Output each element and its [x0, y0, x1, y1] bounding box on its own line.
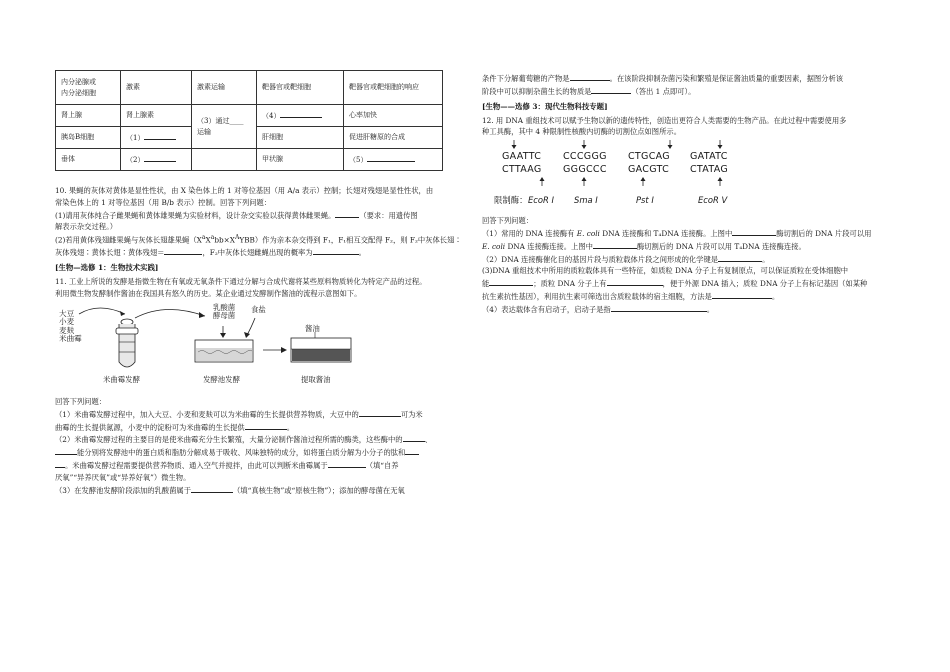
q12-part4 [482, 303, 900, 316]
answer-blank[interactable] [313, 246, 359, 255]
text: （填“自养 [365, 460, 399, 470]
answer-blank[interactable] [144, 131, 176, 140]
answer-blank[interactable] [367, 153, 415, 162]
table-row [56, 105, 443, 127]
species-name: E. coli [482, 241, 506, 251]
answer-blank[interactable] [489, 277, 533, 286]
section-heading: [生物—选修 1：生物技术实践] [55, 263, 159, 273]
text: 。 [358, 248, 366, 258]
input-label: 大豆 [59, 308, 75, 318]
text: 可为米 [400, 409, 423, 419]
answer-blank[interactable] [718, 253, 762, 262]
restriction-site-diagram [494, 140, 742, 212]
q11-part2: 厌氧”“异养厌氧”或“异养好氧”）微生物。 [55, 472, 191, 482]
text: 灰体残翅∶黄体长翅∶黄体残翅＝ [55, 248, 165, 258]
table-cell: 垂体 [56, 149, 121, 171]
microbe-label: 酵母菌 [213, 311, 236, 321]
q12-stem: 12. 用 DNA 重组技术可以赋予生物以新的遗传特性，创造出更符合人类需要的生物产品。在此过程中需要使用多 [482, 115, 847, 125]
q12-stem: 种工具酶，其中 4 种限制性核酸内切酶的切割位点如图所示。 [482, 127, 681, 137]
text: 、 [424, 435, 432, 445]
text: DNA 连接酶和 T₄DNA 连接酶。上图中 [599, 229, 733, 239]
fermenter-tank-icon [116, 319, 138, 367]
text: ；质粒 DNA 分子上有 [533, 279, 607, 289]
input-label: 米曲霉 [59, 334, 82, 344]
answer-blank[interactable] [607, 277, 663, 286]
input-label: 麦麸 [59, 325, 75, 335]
q11-part2 [55, 459, 475, 472]
header-text: 内分泌腺或 [61, 77, 96, 86]
table-cell [121, 127, 192, 149]
table-cell: 肝细胞 [257, 127, 344, 149]
table-cell: 促进肝糖原的合成 [344, 127, 443, 149]
q12-part2 [482, 253, 900, 266]
text: ，F₂中灰体长翅雌蝇出现的概率为 [202, 248, 313, 258]
q10-stem: 10. 果蝇的灰体对黄体是显性性状，由 X 染色体上的 1 对等位基因（用 A/a 表示）控制；长翅对残翅是显性性状，由 [55, 186, 434, 195]
answer-blank[interactable] [144, 153, 176, 162]
answer-blank[interactable] [570, 72, 610, 81]
superscript: A [234, 234, 240, 242]
fermentation-pool-icon [195, 340, 253, 362]
text: （1）米曲霉发酵过程中，加入大豆、小麦和麦麸可以为米曲霉的生长提供营养物质，大豆中的 [55, 409, 359, 419]
answer-blank[interactable] [593, 240, 637, 249]
answer-blank[interactable] [164, 246, 202, 255]
q12-part3 [482, 290, 900, 303]
answer-blank[interactable] [328, 459, 366, 468]
answer-blank[interactable] [591, 85, 631, 94]
text: 。 [771, 292, 780, 302]
q11-continued [482, 85, 900, 98]
text: 。 [706, 304, 714, 314]
input-list [59, 310, 82, 344]
microbe-labels [213, 304, 235, 321]
sequence-top: CTGCAG [628, 151, 670, 163]
text: (1)请用灰体纯合子雌果蝇和黄体雄果蝇为实验材料，设计杂交实验以获得黄体雌果蝇。 [55, 210, 336, 220]
table-cell: 心率加快 [344, 105, 443, 127]
section-heading: [生物——选修 3：现代生物科技专题] [482, 101, 608, 111]
table-cell [257, 105, 344, 127]
answer-blank[interactable] [403, 433, 425, 442]
answer-blank[interactable] [245, 421, 287, 430]
text: 酶切割后的 DNA 片段可以用 T₄DNA 连接酶连接。 [636, 241, 806, 251]
text: （4）表达载体含有启动子，启动子是指 [482, 304, 611, 314]
q12-part3 [482, 277, 900, 290]
text: 酶切割后的 DNA 片段可以用 [776, 229, 872, 239]
sequence-bottom: CTATAG [690, 164, 729, 176]
cell-text: （2） [126, 156, 145, 165]
left-column [55, 70, 475, 496]
step-label: 发酵池发酵 [203, 374, 240, 384]
text: 曲霉的生长提供氮源，小麦中的淀粉可为米曲霉的生长提供 [55, 422, 245, 432]
text: YBB）作为亲本杂交得到 F₁，F₁相互交配得 F₂，则 F₂中灰体长翅∶ [239, 235, 462, 245]
q10-part2 [55, 246, 475, 259]
text: bb×X [214, 235, 235, 245]
enzyme-name: EcoR Ⅰ [528, 195, 554, 206]
answer-blank[interactable] [191, 484, 233, 493]
text: X [205, 235, 211, 245]
enzyme-row-label: 限制酶： [494, 195, 528, 206]
sequence-bottom: GACGTC [628, 164, 670, 176]
sequence-top: GAATTC [502, 151, 542, 163]
text: 阶段中可以抑制杂菌生长的物质是 [482, 86, 592, 96]
cell-text: （4） [262, 112, 281, 121]
q11-continued [482, 72, 900, 85]
q11-intro: 回答下列问题： [55, 396, 107, 406]
text: （3）在发酵池发酵阶段添加的乳酸菌属于 [55, 485, 191, 495]
q11-part1 [55, 421, 475, 434]
table-row [56, 71, 443, 105]
sequence-bottom: CTTAAG [502, 164, 542, 176]
text: 能分别将发酵池中的蛋白质和脂肪分解成易于吸收、风味独特的成分，如将蛋白质分解为小分子的肽和 [77, 448, 406, 458]
enzyme-name: Pst Ⅰ [636, 195, 654, 206]
text: （2）米曲霉发酵过程的主要目的是使米曲霉充分生长繁殖，大量分泌制作酱油过程所需的酶类，这些酶中的 [55, 435, 403, 445]
q12-part1 [482, 227, 900, 240]
answer-blank[interactable] [732, 227, 776, 236]
table-header-cell: 激素 [121, 71, 192, 105]
hormone-table [55, 70, 443, 171]
text: （答出 1 点即可）。 [631, 86, 696, 96]
q10-stem: 常染色体上的 1 对等位基因（用 B/b 表示）控制。回答下列问题： [55, 197, 272, 207]
answer-blank[interactable] [335, 209, 359, 218]
sequence-top: GATATC [690, 151, 728, 163]
answer-blank[interactable] [359, 408, 401, 417]
salt-label: 食盐 [251, 304, 266, 314]
text: 。在该阶段抑制杂菌污染和繁殖是保证酱油质量的重要因素，据图分析该 [609, 74, 844, 83]
text: DNA 连接酶连接。上图中 [505, 241, 593, 251]
q10-part2 [55, 233, 475, 246]
q12-intro: 回答下列问题： [482, 216, 534, 226]
text: 条件下分解葡萄糖的产物是 [482, 74, 570, 83]
table-header-cell: 靶器官或靶细胞的响应 [344, 71, 443, 105]
table-header-cell: 靶器官或靶细胞 [257, 71, 344, 105]
text: ，便于外源 DNA 插入；质粒 DNA 分子上有标记基因（如某种 [662, 279, 868, 289]
text: （填“真核生物”或“原核生物”）；添加的酵母菌在无氧 [233, 485, 405, 495]
header-text: 内分泌细胞 [61, 88, 96, 97]
enzyme-name: EcoR Ⅴ [698, 195, 728, 206]
q11-part1 [55, 408, 475, 421]
superscript: a [210, 234, 215, 242]
table-cell: 肾上腺素 [121, 105, 192, 127]
text: 。米曲霉发酵过程需要提供营养物质、通入空气并搅拌，由此可以判断米曲霉属于 [65, 460, 328, 470]
text: 。 [762, 254, 770, 264]
superscript: a [201, 234, 206, 242]
soy-sauce-flow-diagram [55, 302, 435, 394]
q12-part1 [482, 240, 900, 253]
enzyme-name: Sma Ⅰ [574, 195, 598, 206]
step-label: 米曲霉发酵 [103, 374, 140, 384]
cell-text: （5） [349, 156, 368, 165]
sequence-bottom: GGGCCC [563, 164, 607, 176]
species-name: E. coli [576, 229, 600, 239]
input-label: 小麦 [59, 317, 75, 327]
table-header-cell: 激素运输 [192, 71, 257, 105]
table-cell: 胰岛B细胞 [56, 127, 121, 149]
table-cell [344, 149, 443, 171]
text: 能 [482, 279, 490, 289]
q11-stem: 11. 工业上所说的发酵是指微生物在有氧或无氧条件下通过分解与合成代谢将某些原料物质转化为特定产品的过程。 [55, 277, 427, 287]
text: (2)若用黄体残翅雌果蝇与灰体长翅雄果蝇（X [55, 235, 202, 245]
table-cell [192, 105, 257, 149]
answer-blank[interactable] [712, 290, 772, 299]
answer-blank[interactable] [55, 446, 77, 455]
cell-text: 运输 [197, 127, 211, 136]
spacer [55, 171, 475, 185]
table-cell: 肾上腺 [56, 105, 121, 127]
table-cell: 甲状腺 [257, 149, 344, 171]
table-header-cell [56, 71, 121, 105]
q12-part3: (3)DNA 重组技术中所用的质粒载体具有一些特征，如质粒 DNA 分子上有复制原点，可以保证质粒在受体细胞中 [482, 266, 849, 276]
answer-blank[interactable] [405, 446, 419, 455]
q11-stem: 利用微生物发酵制作酱油在我国具有悠久的历史。某企业通过发酵制作酱油的流程示意图如下。 [55, 289, 362, 299]
soy-sauce-container-icon [291, 338, 351, 362]
table-row [56, 149, 443, 171]
right-column [482, 72, 900, 316]
product-label: 酱油 [305, 323, 320, 333]
q11-part2 [55, 433, 475, 446]
microbe-label: 乳酸菌 [213, 302, 236, 312]
text: （2）DNA 连接酶催化目的基因片段与质粒载体片段之间形成的化学键是 [482, 254, 719, 264]
q11-part2 [55, 446, 475, 459]
table-cell [192, 149, 257, 171]
cell-text: （1） [126, 134, 145, 143]
text: （1）常用的 DNA 连接酶有 [482, 229, 577, 239]
text: 。 [286, 422, 295, 432]
table-cell [121, 149, 192, 171]
answer-blank[interactable] [280, 109, 322, 118]
answer-blank[interactable] [55, 459, 65, 468]
sequence-top: CCCGGG [563, 151, 607, 163]
step-label: 提取酱油 [301, 374, 331, 384]
text: （要求：用遗传图 [359, 210, 418, 220]
q10-part1 [55, 209, 475, 222]
text: 抗生素抗性基因），利用抗生素可筛选出含质粒载体的宿主细胞，方法是 [482, 292, 712, 302]
q11-part3 [55, 484, 475, 497]
q10-part1: 解表示杂交过程。） [55, 222, 118, 232]
answer-blank[interactable] [611, 303, 707, 312]
cell-text: （3）通过____ [197, 116, 244, 125]
